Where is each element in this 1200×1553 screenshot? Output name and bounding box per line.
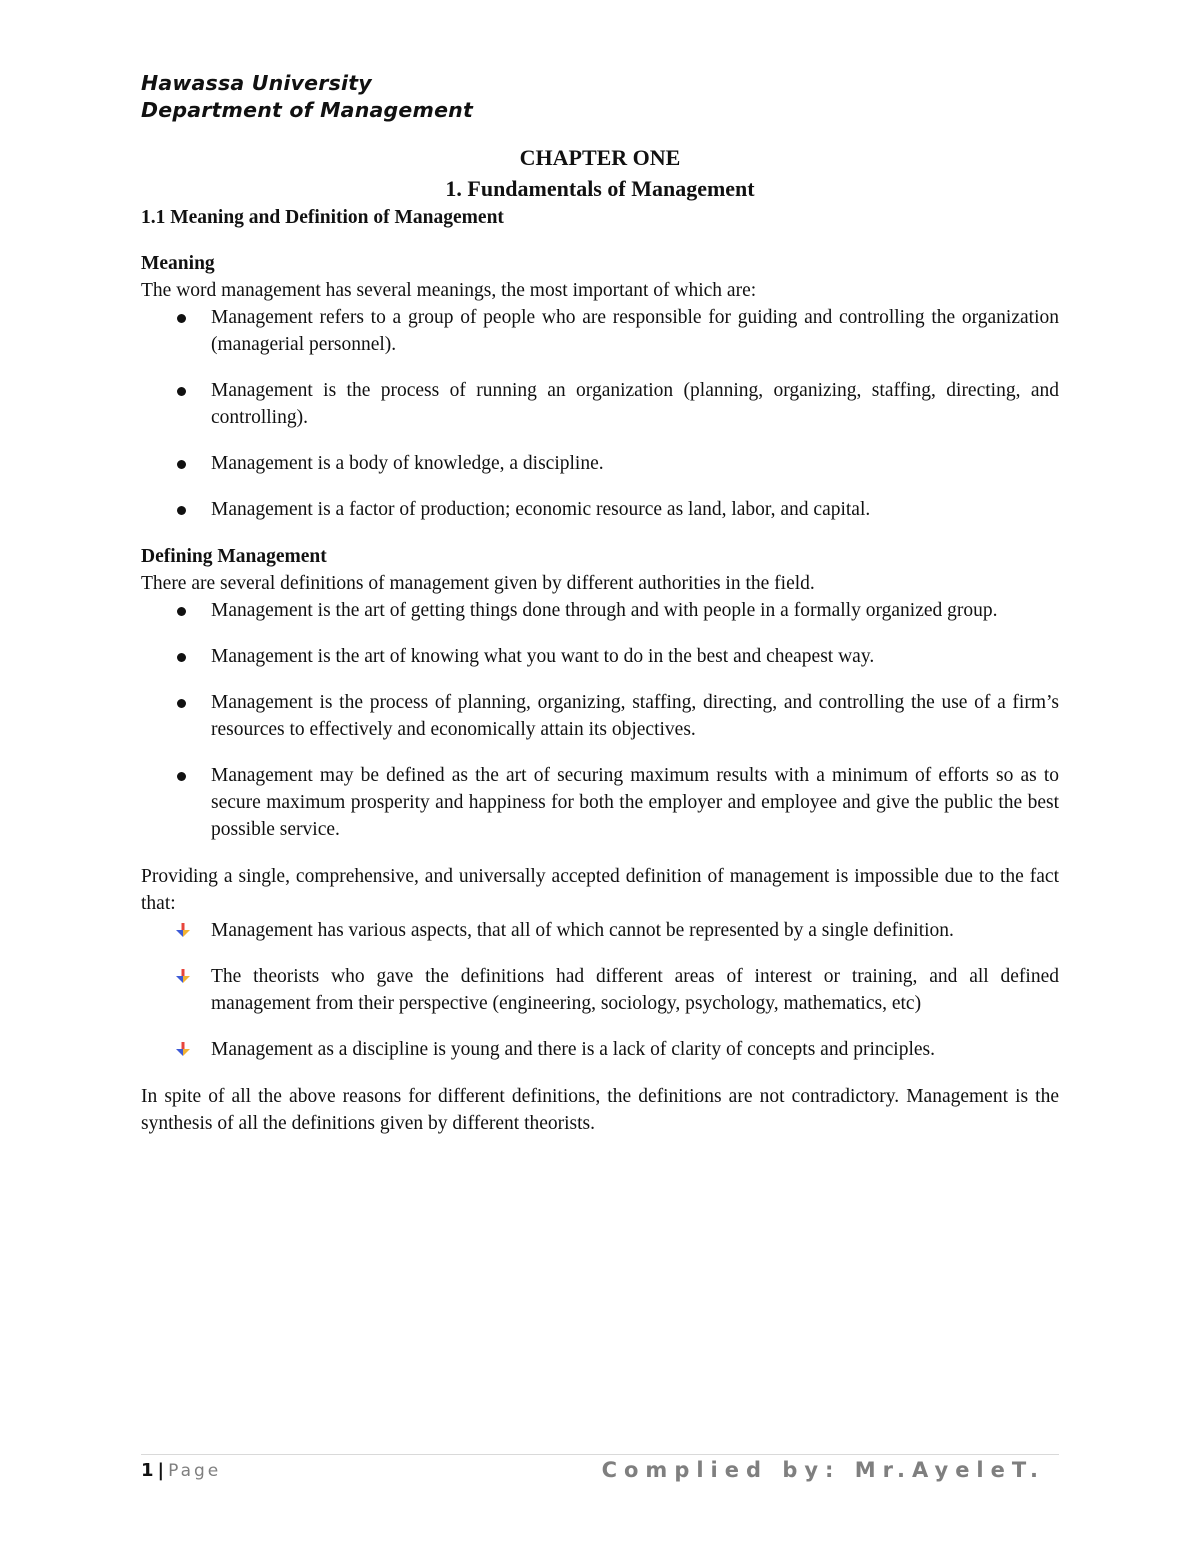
document-page [141, 70, 1059, 1137]
meaning-list [141, 304, 1059, 523]
bullet-dot-icon [177, 387, 186, 396]
down-arrow-icon [175, 1041, 191, 1057]
chapter-subtitle: 1. Fundamentals of Management [445, 176, 755, 201]
list-item: Management is the process of planning, organizing, staffing, directing, and controlling the use of a firm’s resources to effectively and economically attain its objectives. [141, 689, 1059, 743]
compiled-by: Complied by: Mr.AyeleT. [601, 1458, 1045, 1482]
list-item: The theorists who gave the definitions had different areas of interest or training, and all defined management from their perspective (engineering, sociology, psychology, mathematics, etc) [141, 963, 1059, 1017]
list-item: Management has various aspects, that all of which cannot be represented by a single definition. [141, 917, 1059, 944]
bullet-dot-icon [177, 506, 186, 515]
university-name: Hawassa University [141, 71, 372, 95]
page-label: Page [168, 1461, 222, 1481]
bullet-dot-icon [177, 607, 186, 616]
reasons-intro: Providing a single, comprehensive, and universally accepted definition of management is impossible due to the fact that: [141, 866, 1059, 914]
page-number: 1 [141, 1460, 154, 1481]
defining-intro: There are several definitions of management given by different authorities in the field. [141, 573, 815, 594]
defining-heading: Defining Management [141, 546, 327, 567]
down-arrow-icon [175, 922, 191, 938]
page-footer [141, 1458, 1059, 1484]
page-indicator [141, 1460, 221, 1481]
list-item: Management is the process of running an organization (planning, organizing, staffing, directing, and controlling). [141, 377, 1059, 431]
bullet-dot-icon [177, 772, 186, 781]
list-item: Management as a discipline is young and there is a lack of clarity of concepts and principles. [141, 1036, 1059, 1063]
bullet-dot-icon [177, 653, 186, 662]
bullet-dot-icon [177, 699, 186, 708]
list-item: Management is the art of getting things done through and with people in a formally organized group. [141, 597, 1059, 624]
conclusion-paragraph: In spite of all the above reasons for different definitions, the definitions are not contradictory. Management is the synthesis of all the definitions given by different theorists. [141, 1086, 1059, 1134]
list-item: Management refers to a group of people who are responsible for guiding and controlling the organization (managerial personnel). [141, 304, 1059, 358]
meaning-intro: The word management has several meanings, the most important of which are: [141, 280, 757, 301]
bullet-dot-icon [177, 460, 186, 469]
footer-separator: | [157, 1460, 165, 1481]
down-arrow-icon [175, 968, 191, 984]
list-item: Management may be defined as the art of securing maximum results with a minimum of efforts so as to secure maximum prosperity and happiness for both the employer and employee and give the public the best possible service. [141, 762, 1059, 843]
list-item: Management is a factor of production; economic resource as land, labor, and capital. [141, 496, 1059, 523]
bullet-dot-icon [177, 314, 186, 323]
reasons-list [141, 917, 1059, 1063]
meaning-heading: Meaning [141, 253, 215, 274]
chapter-title: CHAPTER ONE [519, 145, 681, 170]
department-name: Department of Management [141, 98, 473, 122]
list-item: Management is the art of knowing what you want to do in the best and cheapest way. [141, 643, 1059, 670]
defining-list [141, 597, 1059, 843]
footer-divider [141, 1454, 1059, 1455]
list-item: Management is a body of knowledge, a discipline. [141, 450, 1059, 477]
section-heading: 1.1 Meaning and Definition of Management [141, 207, 504, 228]
